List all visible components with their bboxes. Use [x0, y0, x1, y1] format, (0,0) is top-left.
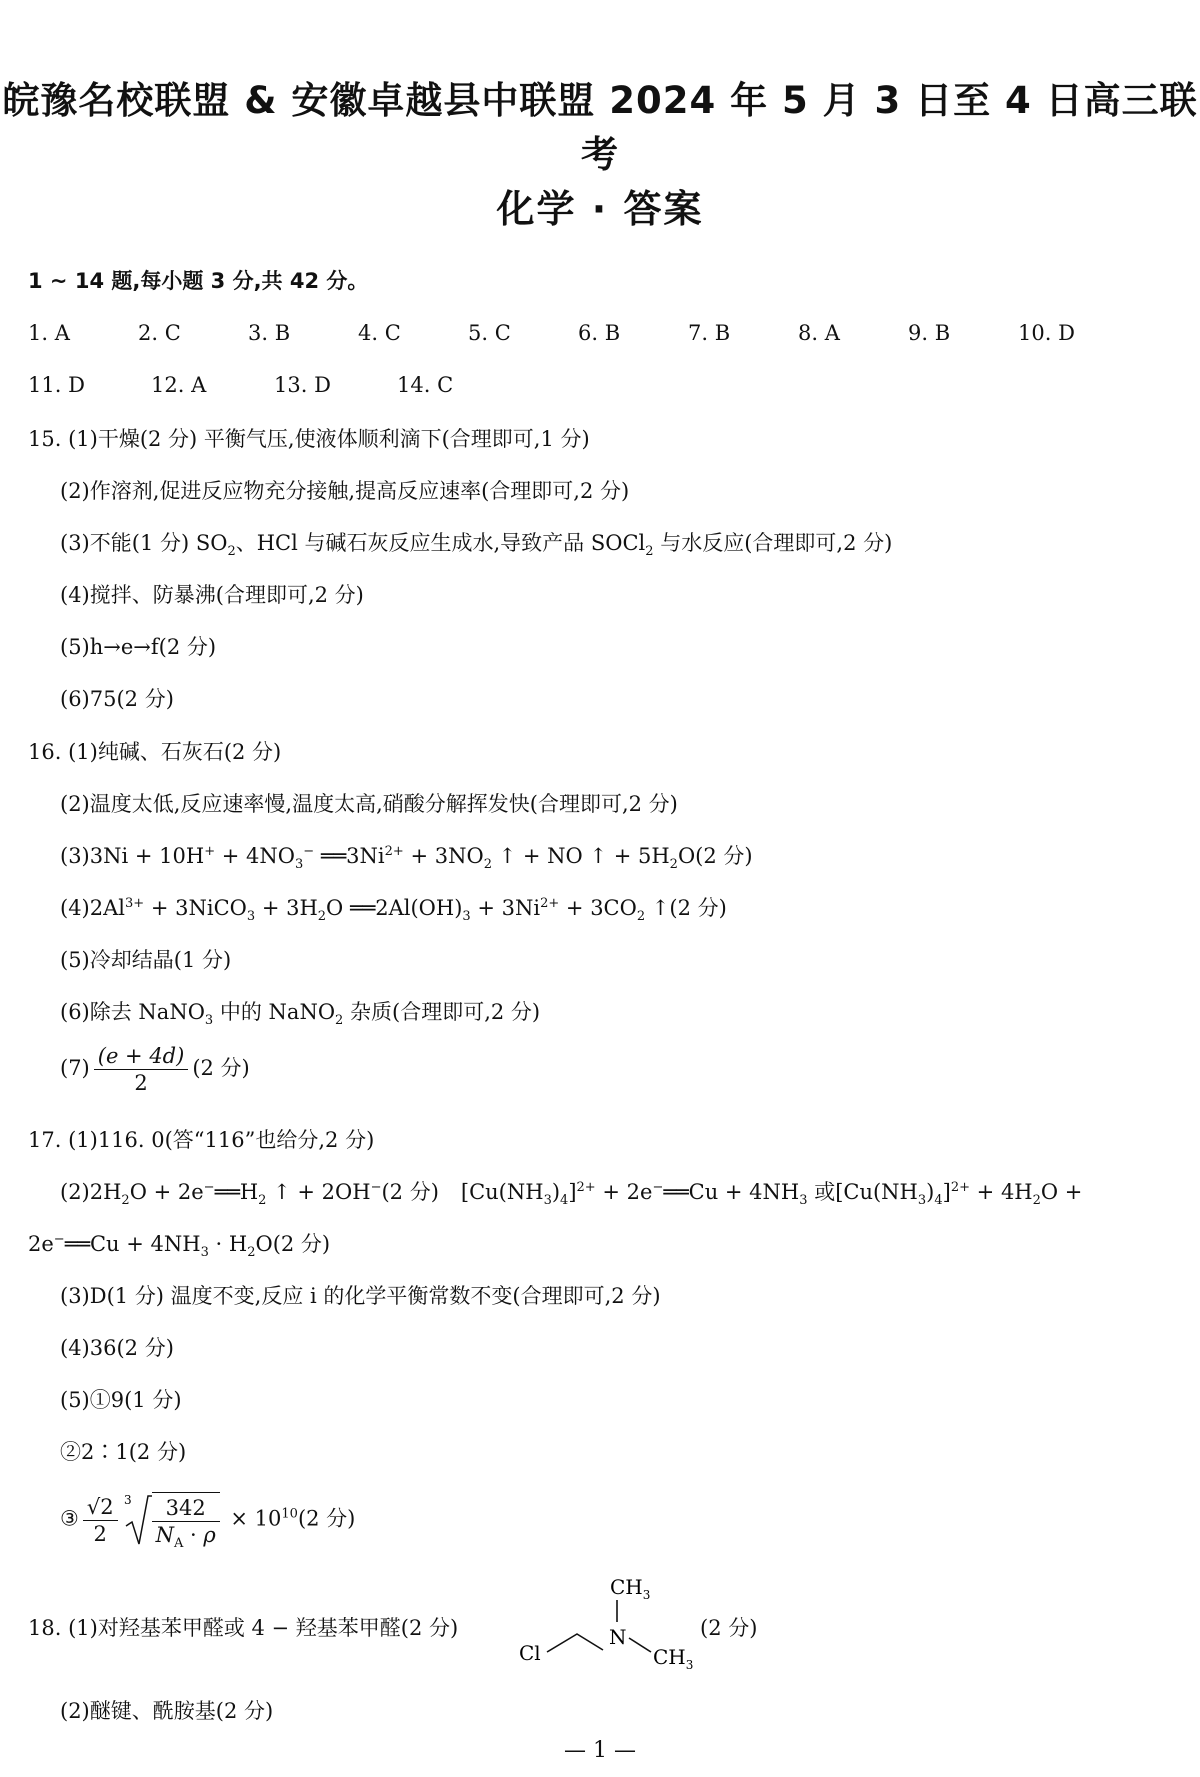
q17-part3: (3)D(1 分) 温度不变,反应 ⅰ 的化学平衡常数不变(合理即可,2 分) [60, 1284, 661, 1308]
svg-text:3: 3 [123, 1493, 132, 1507]
q15-part3: (3)不能(1 分) $SO_2$、HCl 与碱石灰反应生成水,导致产品 SOCl$_2$ 与水反应(合理即可,2 分) [60, 531, 893, 560]
mc-answer: 4. C [358, 321, 401, 345]
fraction: $\frac{(e + 4d)}{2}$ [94, 1043, 189, 1096]
q18-part1: 18. (1)对羟基苯甲醛或 4 − 羟基苯甲醛(2 分) [28, 1616, 459, 1640]
mc-answer: 11. D [28, 373, 85, 397]
q16-part5: (5)冷却结晶(1 分) [60, 948, 232, 972]
q15-part2: (2)作溶剂,促进反应物充分接触,提高反应速率(合理即可,2 分) [60, 479, 630, 503]
mc-answer: 9. B [908, 321, 951, 345]
q16-part7: (7) $\frac{(e + 4d)}{2}$ (2 分) [60, 1044, 250, 1095]
q17-part2-equation: $(2)2H_2O$ + $2e^-══H_2$ ↑ + 2OH−(2 分) $[Cu(NH_3)_4]^{2+}$ + 2e−══Cu + $4NH_3$ 或$[Cu(NH_3)_4]^{2+} + 4H_2O$ + [60, 1180, 1083, 1209]
q17-part1: 17. (1)116. 0(答“116”也给分,2 分) [28, 1128, 375, 1152]
mc-answer: 1. A [28, 321, 70, 345]
q15-part5: (5)h→e→f(2 分) [60, 635, 217, 659]
q16-part3-equation: $(3)3Ni + 10H^+ + 4NO_3^-$ $══3Ni^{2+} + 3NO_2$ ↑ + NO ↑ + $5H_2O(2$ 分) [60, 844, 753, 873]
svg-text:CH3: $CH_3$ [653, 1645, 694, 1672]
q16-part1: 16. (1)纯碱、石灰石(2 分) [28, 740, 282, 764]
mc-answer: 7. B [688, 321, 731, 345]
q16-part6: (6)除去 NaNO$_3$ 中的 NaNO$_2$ 杂质(合理即可,2 分) [60, 1000, 541, 1029]
mc-answer: 5. C [468, 321, 511, 345]
q16-part4-equation: $(4)2Al^{3+}$ + 3NiCO$_3$ + $3H_2O$ $══2Al(OH)_3 + 3Ni^{2+} + 3CO_2$ ↑(2 分) [60, 896, 727, 925]
fraction-sqrt2-over-2: $\frac{√2}{2}$ [83, 1494, 118, 1547]
q17-part2-equation-cont: 2e−══Cu + $4NH_3 \cdot H_2O(2$ 分) [28, 1232, 331, 1261]
cube-root: 3 $\frac{342}{N_A \cdot \rho}$ [122, 1492, 224, 1548]
q17-part5-2: ②2∶1(2 分) [60, 1440, 187, 1464]
page-title: 皖豫名校联盟 & 安徽卓越县中联盟 2024 年 5 月 3 日至 4 日高三联考 [2, 79, 1198, 176]
q18-part1-structure-score: (2 分) [700, 1616, 758, 1640]
atom-cl: Cl [519, 1641, 541, 1665]
q17-part4: (4)36(2 分) [60, 1336, 174, 1360]
svg-text:CH3: $CH_3$ [610, 1575, 651, 1602]
atom-n: N [609, 1625, 627, 1649]
q15-part4: (4)搅拌、防暴沸(合理即可,2 分) [60, 583, 364, 607]
methyl-top: CH [610, 1575, 643, 1599]
page-number: — 1 — [564, 1738, 636, 1763]
q15-part1: 15. (1)干燥(2 分) 平衡气压,使液体顺利滴下(合理即可,1 分) [28, 427, 590, 451]
mc-answer: 13. D [274, 373, 331, 397]
mc-answer: 8. A [798, 321, 840, 345]
mc-answer: 12. A [151, 373, 207, 397]
q18-part2: (2)醚键、酰胺基(2 分) [60, 1699, 274, 1723]
mc-answer: 2. C [138, 321, 181, 345]
q17-part5-1: (5)①9(1 分) [60, 1388, 182, 1412]
mc-answer: 6. B [578, 321, 621, 345]
mc-answer: 10. D [1018, 321, 1075, 345]
mc-intro: 1 ~ 14 题,每小题 3 分,共 42 分。 [28, 269, 369, 293]
mc-answer: 3. B [248, 321, 291, 345]
q17-part5-3: ③ $\frac{√2}{2}$ 3 $\frac{342}{N_A \cdot \rho}$ × $10^{10}(2$ 分) [60, 1493, 356, 1552]
methyl-right: CH [653, 1645, 686, 1669]
q16-part2: (2)温度太低,反应速率慢,温度太高,硝酸分解挥发快(合理即可,2 分) [60, 792, 678, 816]
mc-answer: 14. C [397, 373, 454, 397]
page-subtitle: 化学 · 答案 [496, 187, 704, 231]
q15-part6: (6)75(2 分) [60, 687, 174, 711]
structure-formula-chloroethyl-dimethylamine [515, 1572, 695, 1682]
